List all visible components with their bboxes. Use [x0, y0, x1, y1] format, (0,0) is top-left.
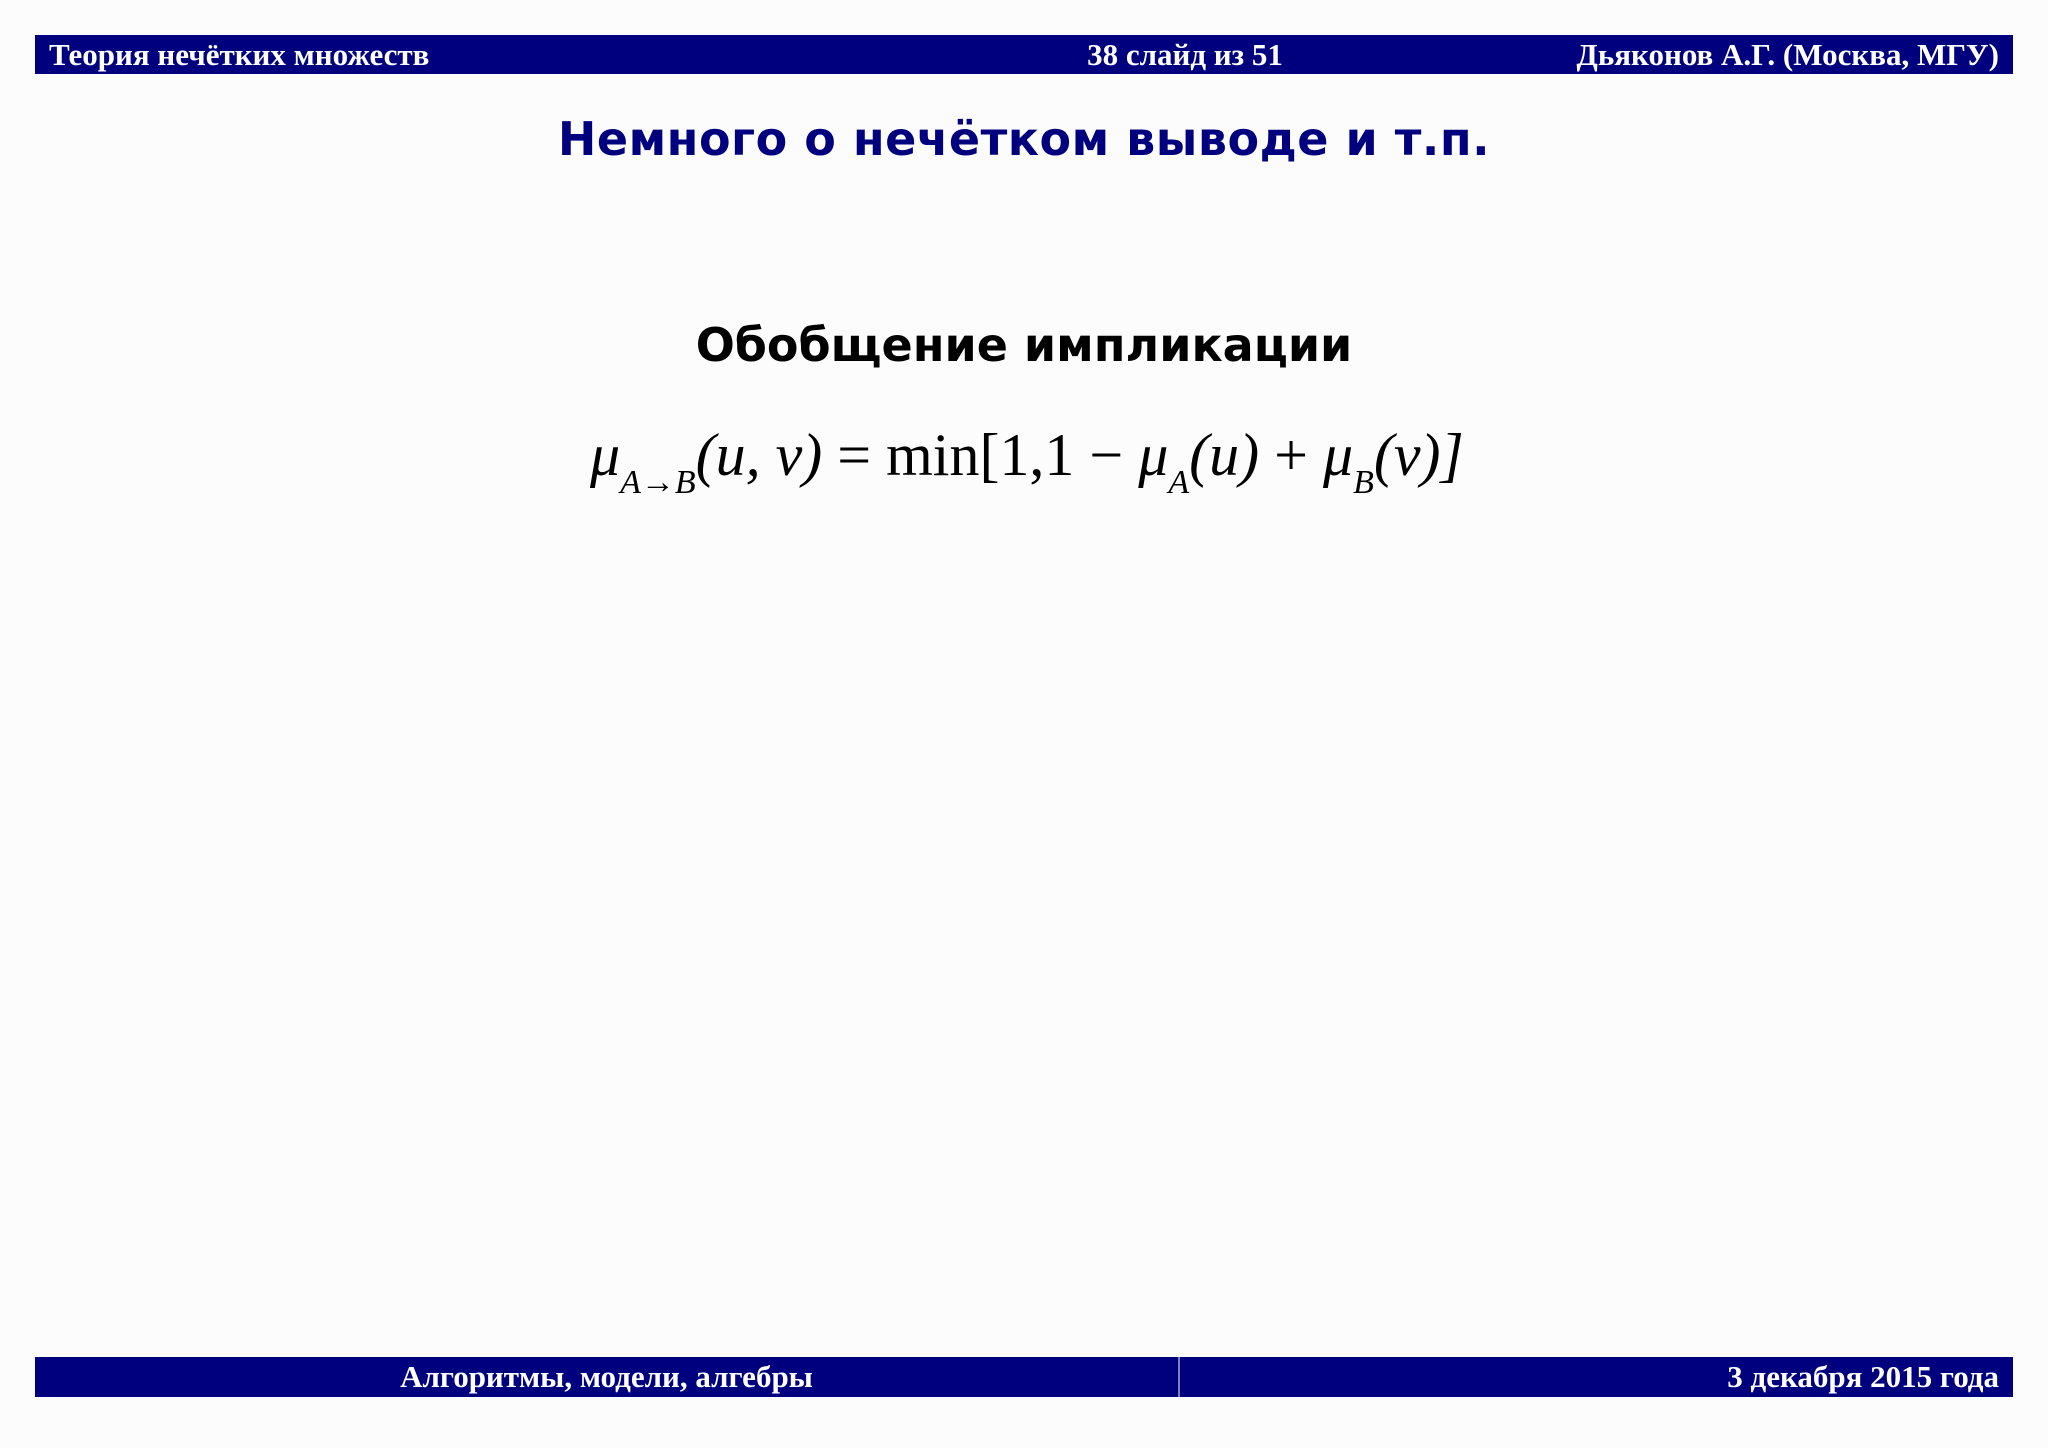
- formula-min: = min[1,1 −: [822, 422, 1139, 488]
- formula-mu-a: μ: [1138, 422, 1169, 488]
- formula-mu: μ: [590, 422, 621, 488]
- footer-series-title: Алгоритмы, модели, алгебры: [400, 1359, 813, 1394]
- formula-arg-u: (u): [1189, 422, 1260, 488]
- header-course-title: Теория нечётких множеств: [49, 37, 430, 72]
- formula-plus: +: [1259, 422, 1323, 488]
- formula-subscript-b: B: [1353, 464, 1374, 501]
- implication-formula: [590, 410, 1464, 500]
- formula-args: (u, v): [695, 422, 823, 488]
- formula-subscript-a: A: [1168, 464, 1190, 501]
- formula-subscript-ab: A→B: [620, 464, 696, 501]
- formula-arg-v: (v)]: [1373, 422, 1464, 488]
- formula-mu-b: μ: [1322, 422, 1354, 488]
- footer-divider: [1178, 1357, 1180, 1397]
- footer-bar: [35, 1357, 2013, 1397]
- section-heading: Обобщение импликации: [695, 318, 1353, 372]
- header-bar: [35, 35, 2013, 74]
- footer-date: 3 декабря 2015 года: [1727, 1359, 1999, 1394]
- header-author: Дьяконов А.Г. (Москва, МГУ): [1576, 37, 1999, 72]
- header-slide-counter: 38 слайд из 51: [1087, 37, 1283, 72]
- slide-title: Немного о нечётком выводе и т.п.: [557, 112, 1491, 166]
